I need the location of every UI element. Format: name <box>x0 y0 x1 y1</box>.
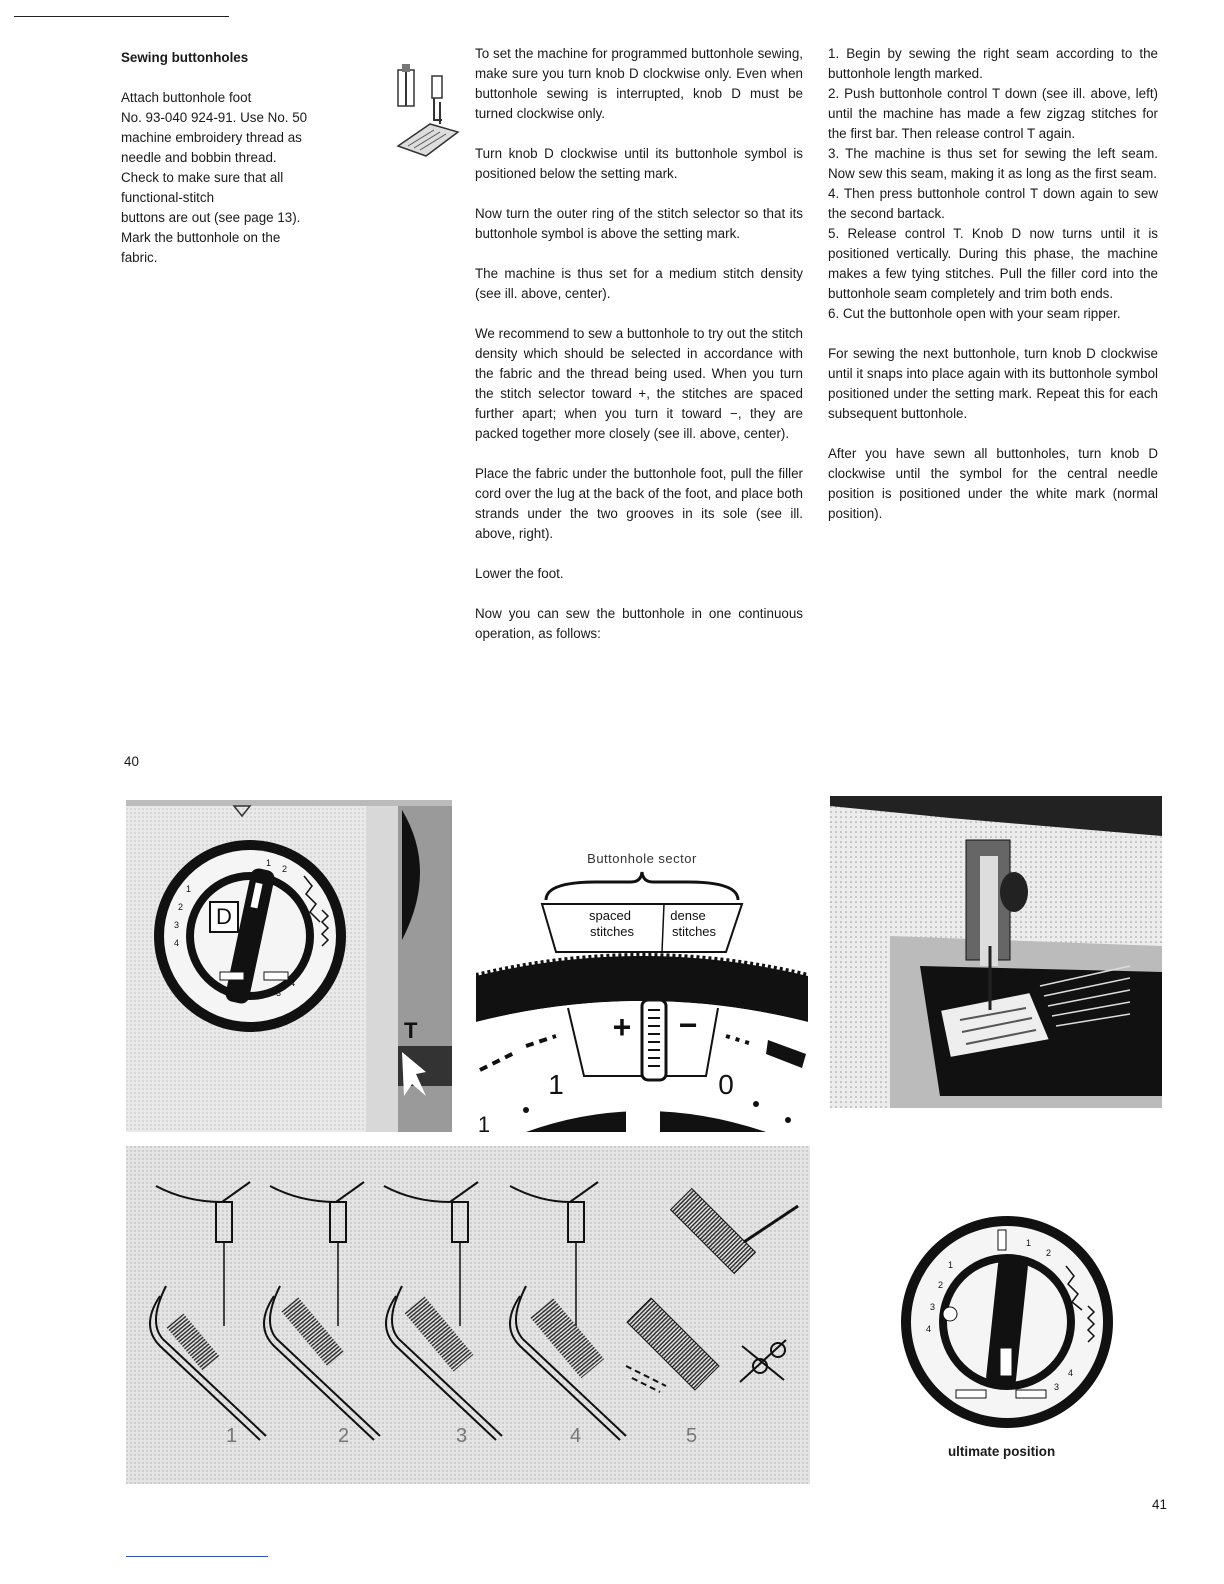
dial-digit: 2 <box>178 902 184 912</box>
paragraph: For sewing the next buttonhole, turn knob D clockwise until it snaps into place again with its buttonhole symbol positioned under the setting mark. Repeat this for each subsequent buttonhole. <box>828 346 1158 421</box>
step-2: 2. Push buttonhole control T down (see ill. above, left) until the machine has made a few zigzag stitches for the first bar. Then release control T again. <box>828 86 1158 141</box>
paragraph: Turn knob D clockwise until its buttonhole symbol is positioned below the setting mark. <box>475 146 803 181</box>
scale-zero: 0 <box>718 1069 734 1100</box>
buttonhole-foot-icon <box>384 62 462 162</box>
step-3: 3. The machine is thus set for sewing the left seam. Now sew this seam, making it as long as the first seam. <box>828 146 1158 181</box>
figure-buttonhole-steps <box>126 1146 810 1484</box>
dial-digit: 4 <box>1068 1368 1074 1378</box>
intro-text <box>121 88 346 268</box>
step-4: 4. Then press buttonhole control T down again to sew the second bartack. <box>828 186 1158 221</box>
dial-digit: 1 <box>1026 1238 1032 1248</box>
paragraph: We recommend to sew a buttonhole to try out the stitch density which should be selected in accordance with the fabric and the thread being used. When you turn the stitch selector toward +, the stitches are spaced further apart; when you turn it toward −, they are packed together more closely (see ill. above, center). <box>475 326 803 441</box>
intro-line: Mark the buttonhole on the <box>121 230 281 245</box>
control-t-label: T <box>404 1018 418 1043</box>
paragraph: To set the machine for programmed buttonhole sewing, make sure you turn knob D clockwise only. Even when buttonhole sewing is interrupted, knob D must be turned clockwise only. <box>475 46 803 121</box>
paragraph: The machine is thus set for a medium stitch density (see ill. above, center). <box>475 266 803 301</box>
section-heading: Sewing buttonholes <box>121 50 249 65</box>
intro-line: Check to make sure that all <box>121 170 284 185</box>
step-5: 5. Release control T. Knob D now turns until it is positioned vertically. During this phase, the machine makes a few tying stitches. Pull the filler cord into the buttonhole seam completely and trim both ends. <box>828 226 1158 301</box>
dial-digit: 1 <box>266 858 272 868</box>
intro-line: buttons are out (see page 13). <box>121 210 301 225</box>
top-rule <box>14 16 229 17</box>
figure-buttonhole-sector <box>476 840 811 1132</box>
intro-line: No. 93-040 924-91. Use No. 50 <box>121 110 308 125</box>
intro-line: fabric. <box>121 250 158 265</box>
dial-digit: 2 <box>938 1280 944 1290</box>
sewing-steps <box>828 44 1158 544</box>
dial-digit: 3 <box>930 1302 936 1312</box>
dense-label-line2: stitches <box>671 924 717 939</box>
dial-digit: 2 <box>282 864 288 874</box>
dial-digit: 3 <box>174 920 180 930</box>
paragraph: Place the fabric under the buttonhole foot, pull the filler cord over the lug at the back of the foot, and place both strands under the two grooves in its sole (see ill. above, right). <box>475 466 803 541</box>
intro-line: functional-stitch <box>121 190 215 205</box>
intro-line: needle and bobbin thread. <box>121 150 277 165</box>
dial-digit: 4 <box>290 978 296 988</box>
spaced-label-line1: spaced <box>589 908 631 923</box>
knob-d-label: D <box>216 904 232 929</box>
figure-knob-d-dial <box>126 800 452 1132</box>
intro-column <box>121 48 346 268</box>
ultimate-position-caption: ultimate position <box>948 1444 1056 1459</box>
sector-title: Buttonhole sector <box>587 851 697 866</box>
dial-digit: 4 <box>174 938 180 948</box>
intro-line: machine embroidery thread as <box>121 130 302 145</box>
dense-label-line1: dense <box>670 908 706 923</box>
paragraph: Lower the foot. <box>475 566 564 581</box>
dial-digit: 1 <box>948 1260 954 1270</box>
plus-sign: + <box>612 1009 632 1045</box>
paragraph: Now turn the outer ring of the stitch selector so that its buttonhole symbol is above the setting mark. <box>475 206 803 241</box>
step-label: 4 <box>570 1425 582 1447</box>
spaced-label-line2: stitches <box>589 924 635 939</box>
setup-instructions <box>475 44 803 664</box>
dial-digit: 2 <box>1046 1248 1052 1258</box>
paragraph: After you have sewn all buttonholes, turn knob D clockwise until the symbol for the central needle position is positioned under the white mark (normal position). <box>828 446 1158 521</box>
page-number-right: 41 <box>1152 1497 1167 1512</box>
step-6: 6. Cut the buttonhole open with your seam ripper. <box>828 306 1121 321</box>
dial-digit: 3 <box>1054 1382 1060 1392</box>
step-label: 1 <box>226 1425 238 1447</box>
scale-left: 1 <box>477 1112 491 1132</box>
dial-digit: 1 <box>186 884 192 894</box>
step-1: 1. Begin by sewing the right seam according to the buttonhole length marked. <box>828 46 1158 81</box>
scale-one: 1 <box>548 1069 564 1100</box>
minus-sign: − <box>678 1007 698 1043</box>
step-label: 3 <box>456 1425 468 1447</box>
intro-line: Attach buttonhole foot <box>121 90 252 105</box>
step-label: 5 <box>686 1425 698 1447</box>
dial-digit: 4 <box>926 1324 932 1334</box>
page-number-left: 40 <box>124 754 139 769</box>
step-label: 2 <box>338 1425 350 1447</box>
bottom-rule <box>126 1556 268 1557</box>
figure-presser-foot <box>830 796 1162 1108</box>
dial-digit: 3 <box>276 988 282 998</box>
figure-ultimate-position-dial <box>898 1206 1116 1438</box>
paragraph: Now you can sew the buttonhole in one continuous operation, as follows: <box>475 606 803 641</box>
